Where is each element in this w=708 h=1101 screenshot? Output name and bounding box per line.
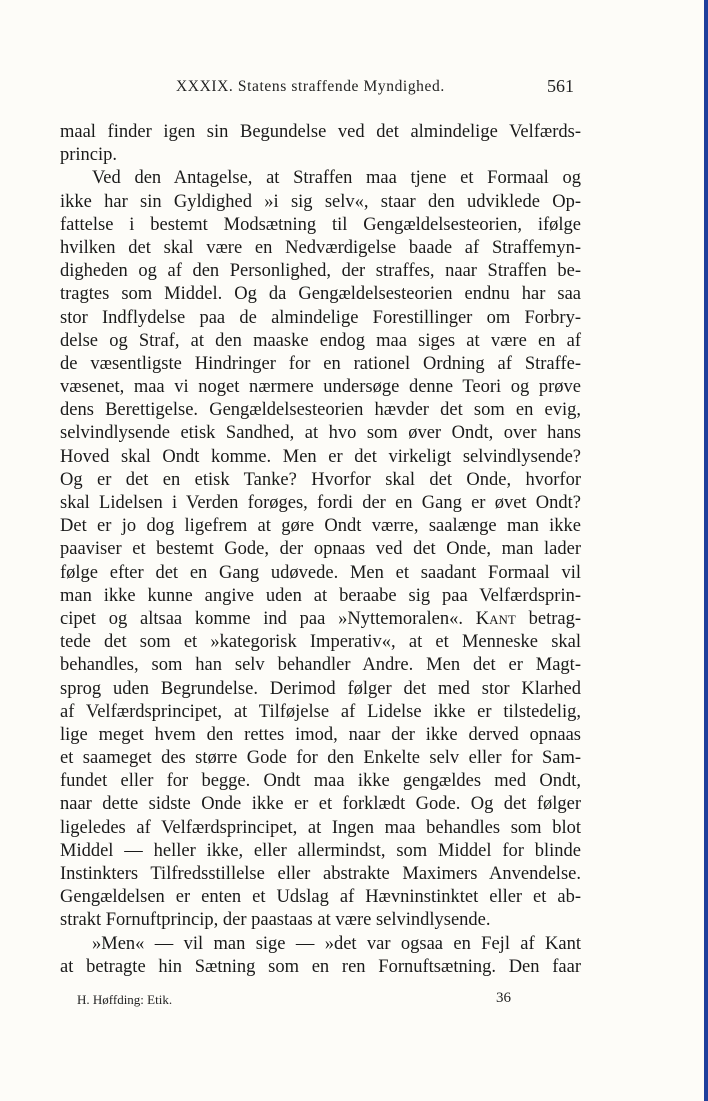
text-line: de væsentligste Hindringer for en rationel Ordning af Straffe- <box>60 353 581 374</box>
text-line: lige meget hvem den rettes imod, naar der ikke derved opnaas <box>60 724 581 745</box>
text-line: stor Indflydelse paa de almindelige Forestillinger om Forbry- <box>60 307 581 328</box>
body-text <box>60 121 581 979</box>
text-line: Middel — heller ikke, eller allermindst, som Middel for blinde <box>60 840 581 861</box>
text-line: Instinkters Tilfredsstillelse eller abstrakte Maximers Anvendelse. <box>60 864 581 884</box>
text-line: delse og Straf, at den maaske endog maa siges at være en af <box>60 330 581 351</box>
text-line: af Velfærdsprincipet, at Tilføjelse af Lidelse ikke er tilstedelig, <box>60 701 581 722</box>
text-line: Gengældelsen er enten et Udslag af Hævninstinktet eller et ab- <box>60 887 581 908</box>
text-line: paaviser et bestemt Gode, der opnaas ved det Onde, man lader <box>60 539 581 560</box>
text-line: sprog uden Begrundelse. Derimod følger det med stor Klarhed <box>60 678 581 699</box>
text-line: skal Lidelsen i Verden forøges, fordi der en Gang er øvet Ondt? <box>60 493 581 513</box>
text-line: ligeledes af Velfærdsprincipet, at Ingen maa behandles som blot <box>60 817 581 838</box>
text-line: hvilken det skal være en Nedværdigelse baade af Straffemyn- <box>60 237 581 258</box>
text-line: »Men« — vil man sige — »det var ogsaa en Fejl af Kant <box>92 933 581 954</box>
chapter-title: XXXIX. Statens straffende Myndighed. <box>176 78 445 95</box>
text-line: tragtes som Middel. Og da Gengældelsesteorien endnu har saa <box>60 284 581 305</box>
text-line: strakt Fornuftprincip, der paastaas at være selvindlysende. <box>60 910 491 931</box>
text-line: cipet og altsaa komme ind paa »Nyttemoralen«. Kant betrag- <box>60 608 581 629</box>
text-line: naar dette sidste Onde ikke er et forklædt Gode. Og det følger <box>60 794 581 815</box>
text-line: et saameget des større Gode for den Enkelte selv eller for Sam- <box>60 748 581 769</box>
running-header <box>60 78 574 100</box>
text-line: fattelse i bestemt Modsætning til Gengældelsesteorien, ifølge <box>60 214 581 235</box>
text-line: Det er jo dog ligefrem at gøre Ondt værre, saalænge man ikke <box>60 516 581 537</box>
text-line: Ved den Antagelse, at Straffen maa tjene et Formaal og <box>92 168 581 189</box>
text-line: digheden og af den Personlighed, der straffes, naar Straffen be- <box>60 261 581 282</box>
text-line: maal finder igen sin Begundelse ved det almindelige Velfærds- <box>60 122 581 142</box>
text-line: følge efter det en Gang udøvede. Men et saadant Formaal vil <box>60 562 581 583</box>
text-line: selvindlysende etisk Sandhed, at hvo som øver Ondt, over hans <box>60 423 581 444</box>
text-line: Og er det en etisk Tanke? Hvorfor skal det Onde, hvorfor <box>60 469 581 490</box>
signature-mark: 36 <box>496 990 511 1006</box>
text-line: ikke har sin Gyldighed »i sig selv«, staar den udviklede Op- <box>60 191 581 212</box>
page-footer <box>77 992 511 1010</box>
text-line: princip. <box>60 145 118 166</box>
page-number: 561 <box>547 76 574 96</box>
text-line: fundet eller for begge. Ondt maa ikke gengældes med Ondt, <box>60 771 581 792</box>
scan-edge <box>704 0 708 1101</box>
text-line: man ikke kunne angive uden at beraabe sig paa Velfærdsprin- <box>60 585 581 606</box>
text-line: at betragte hin Sætning som en ren Fornuftsætning. Den faar <box>60 956 581 977</box>
footer-author: H. Høffding: Etik. <box>77 992 173 1007</box>
text-line: tede det som et »kategorisk Imperativ«, at et Menneske skal <box>60 632 581 653</box>
text-line: væsenet, maa vi noget nærmere undersøge denne Teori og prøve <box>60 377 581 398</box>
text-line: behandles, som han selv behandler Andre. Men det er Magt- <box>60 655 581 676</box>
text-line: Hoved skal Ondt komme. Men er det virkeligt selvindlysende? <box>60 446 581 467</box>
text-line: dens Berettigelse. Gengældelsesteorien hævder det som en evig, <box>60 400 581 421</box>
